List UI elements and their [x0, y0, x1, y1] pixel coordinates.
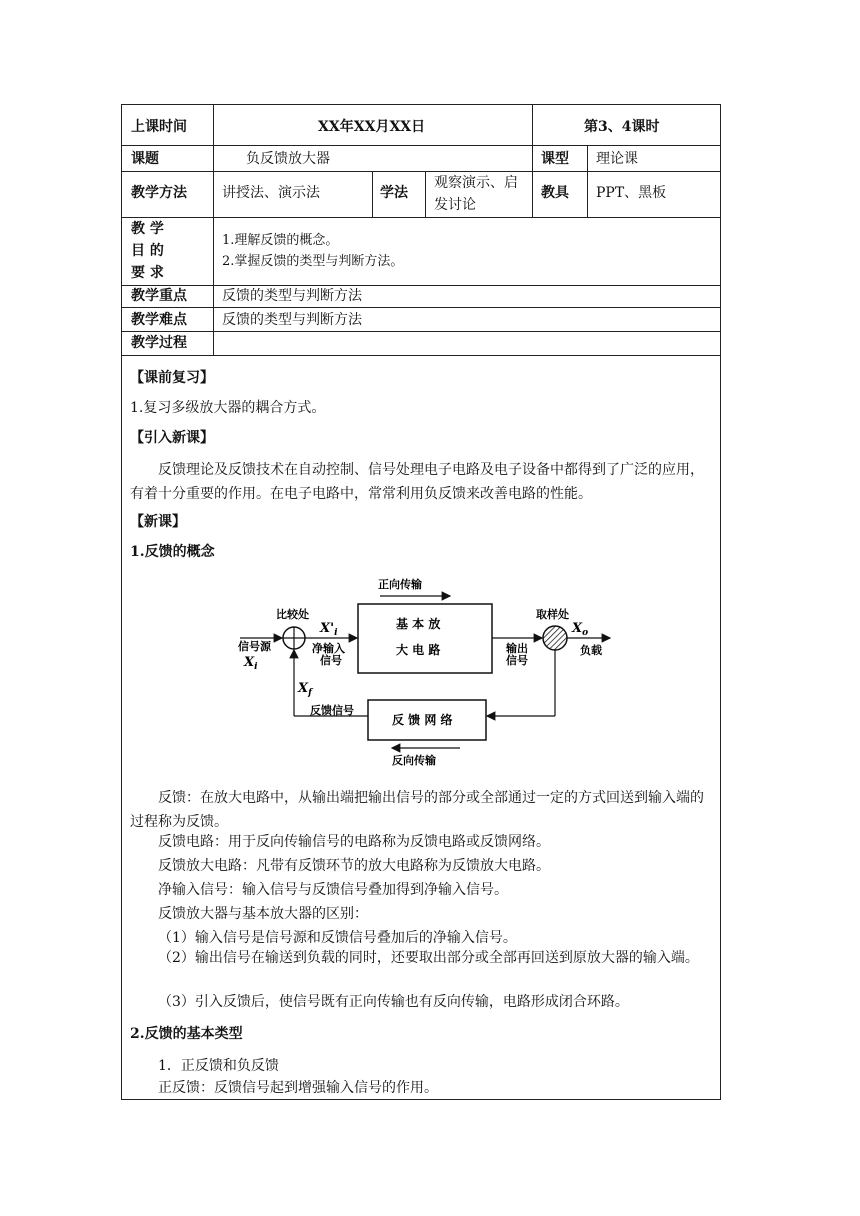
row-divider: [122, 355, 720, 356]
section-2-heading: 2.反馈的基本类型: [130, 1026, 243, 1042]
goal-item-2: 2.掌握反馈的类型与判断方法。: [222, 254, 404, 269]
row-divider: [122, 171, 720, 172]
xi-prime-symbol: $X'_i$: [320, 621, 338, 638]
feedback-network-label: 反 馈 网 络: [392, 713, 453, 727]
amplifier-block: [358, 604, 492, 673]
net-input-label-2: 信号: [320, 654, 342, 667]
diff-heading: 反馈放大器与基本放大器的区别：: [158, 906, 368, 922]
difficulty-label: 教学难点: [131, 312, 187, 328]
positive-feedback-def: 正反馈：反馈信号起到增强输入信号的作用。: [158, 1080, 438, 1096]
topic-value: 负反馈放大器: [246, 151, 330, 167]
xf-symbol: $X_f$: [298, 681, 312, 698]
xi-symbol: $X_i$: [244, 655, 258, 672]
output-label-1: 输出: [506, 642, 528, 655]
col-divider: [532, 105, 533, 171]
type-label: 课型: [541, 151, 569, 167]
goal-item-1: 1.理解反馈的概念。: [222, 233, 339, 248]
load-label: 负载: [580, 644, 602, 657]
goal-label-line2: 目 的: [131, 243, 164, 259]
tools-value: PPT、黑板: [596, 185, 667, 201]
net-input-label-1: 净输入: [312, 642, 345, 655]
sampling-node: [543, 626, 567, 650]
method-value: 讲授法、演示法: [222, 185, 320, 201]
study-value-line2: 发讨论: [434, 197, 476, 213]
study-value-line1: 观察演示、启: [434, 175, 518, 191]
col-divider: [372, 171, 373, 217]
key-label: 教学重点: [131, 288, 187, 304]
col-divider: [425, 171, 426, 217]
compare-label: 比较处: [276, 608, 309, 621]
lesson-period: 第3、4课时: [584, 119, 660, 135]
forward-label: 正向传输: [378, 578, 422, 591]
intro-heading: 【引入新课】: [130, 430, 214, 446]
output-label-2: 信号: [506, 654, 528, 667]
xo-symbol: $X_o$: [572, 621, 589, 638]
amp-label-2: 大 电 路: [396, 643, 441, 657]
source-label: 信号源: [238, 640, 271, 653]
process-label: 教学过程: [131, 335, 187, 351]
goal-label-line1: 教 学: [131, 221, 164, 237]
col-divider: [532, 171, 533, 217]
topic-label: 课题: [131, 151, 159, 167]
intro-paragraph: 反馈理论及反馈技术在自动控制、信号处理电子电路及电子设备中都得到了广泛的应用，有着十分重要的作用。在电子电路中，常常利用负反馈来改善电路的性能。: [130, 462, 704, 502]
new-lesson-heading: 【新课】: [130, 514, 186, 530]
feedback-signal-label: 反馈信号: [310, 704, 354, 717]
row-divider: [122, 307, 720, 308]
diff-item-2: （2）输出信号在输送到负载的同时，还要取出部分或全部再回送到原放大器的输入端。: [158, 950, 699, 966]
method-label: 教学方法: [131, 185, 187, 201]
def-feedback-circuit: 反馈电路：用于反向传输信号的电路称为反馈电路或反馈网络。: [158, 834, 550, 850]
diff-item-1: （1）输入信号是信号源和反馈信号叠加后的净输入信号。: [158, 930, 517, 946]
feedback-block-diagram: [230, 572, 620, 772]
backward-label: 反向传输: [392, 754, 436, 767]
class-date: XX年XX月XX日: [318, 119, 426, 135]
subsection-1: 1．正反馈和负反馈: [158, 1058, 279, 1074]
def-feedback-amp: 反馈放大电路：凡带有反馈环节的放大电路称为反馈放大电路。: [158, 858, 550, 874]
type-value: 理论课: [596, 151, 638, 167]
row-divider: [122, 217, 720, 218]
amp-label-1: 基 本 放: [396, 617, 441, 631]
goal-label-line3: 要 求: [131, 265, 164, 281]
section-1-heading: 1.反馈的概念: [130, 544, 215, 560]
row-divider: [122, 331, 720, 332]
key-value: 反馈的类型与判断方法: [222, 288, 362, 304]
sample-label: 取样处: [536, 608, 569, 621]
study-label: 学法: [380, 185, 408, 201]
def-feedback: 反馈：在放大电路中，从输出端把输出信号的部分或全部通过一定的方式回送到输入端的过程称为反馈。: [130, 790, 704, 830]
time-label: 上课时间: [131, 119, 187, 135]
col-divider: [587, 145, 588, 217]
diff-item-3: （3）引入反馈后，使信号既有正向传输也有反向传输，电路形成闭合环路。: [158, 994, 629, 1010]
review-heading: 【课前复习】: [130, 370, 214, 386]
row-divider: [122, 145, 720, 146]
row-divider: [122, 285, 720, 286]
difficulty-value: 反馈的类型与判断方法: [222, 312, 362, 328]
col-divider: [213, 105, 214, 355]
review-item-1: 1.复习多级放大器的耦合方式。: [130, 400, 326, 416]
tools-label: 教具: [541, 185, 569, 201]
def-net-input: 净输入信号：输入信号与反馈信号叠加得到净输入信号。: [158, 882, 508, 898]
